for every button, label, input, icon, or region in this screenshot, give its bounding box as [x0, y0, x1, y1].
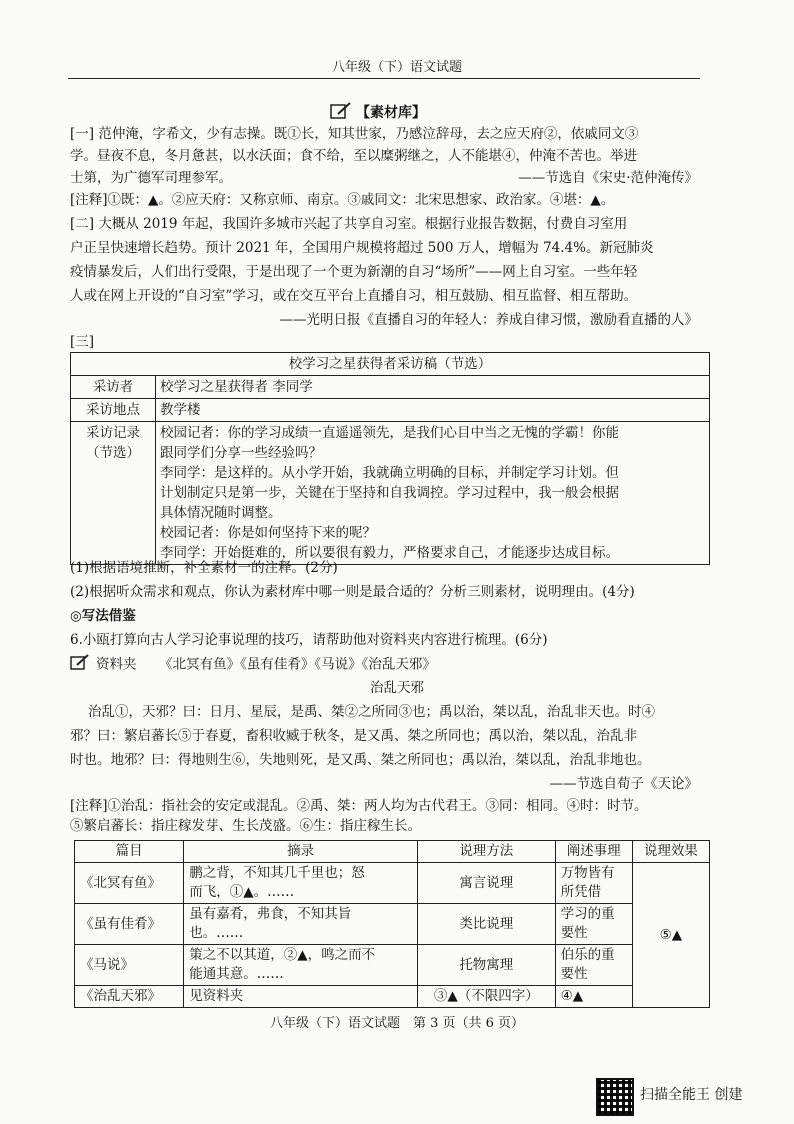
table-row [71, 399, 710, 422]
page-header-title: 八年级（下）语文试题 [331, 60, 462, 75]
material-2-line: 人或在网上开设的“自习室”学习，或在交互平台上直播自习，相互鼓励、相互监督、相互帮助。 [70, 288, 638, 304]
scanner-watermark: 扫描全能王 创建 [640, 1087, 743, 1103]
cell-title: 《治乱天邪》 [75, 986, 184, 1008]
question-2: (2)根据听众需求和观点，你认为素材库中哪一则是最合适的？分析三则素材，说明理由。(4分) [70, 584, 635, 600]
record-line: 校园记者：你的学习成绩一直遥遥领先，是我们心目中当之无愧的学霸！你能 [160, 425, 619, 441]
material-1-line: 学。昼夜不息，冬月惫甚，以水沃面；食不给，至以糜粥继之，人不能堪④，仲淹不苦也。举进 [70, 148, 637, 164]
column-header: 篇目 [75, 841, 184, 863]
point-line: 伯乐的重 [560, 947, 615, 963]
interview-value: 教学楼 [156, 399, 710, 422]
excerpt-line: 鹏之背，不知其几千里也；怒 [189, 865, 365, 881]
cell-point [555, 986, 632, 1008]
cell-method: 寓言说理 [418, 863, 556, 904]
folder-pen-icon [70, 654, 90, 676]
cell-excerpt [184, 904, 418, 945]
passage-note: [注释]①治乱：指社会的安定或混乱。②禹、桀：两人均为古代君王。③同：相同。④时：时节。 [70, 798, 648, 814]
cell-excerpt [184, 863, 418, 904]
interview-label: 采访地点 [71, 399, 156, 422]
material-library-heading [330, 102, 426, 124]
table-row [71, 376, 710, 399]
excerpt-line: 能通其意。…… [189, 966, 284, 982]
record-line: 李同学：开始挺难的，所以要很有毅力，严格要求自己，才能逐步达成目标。 [160, 545, 619, 561]
cell-title: 《北冥有鱼》 [75, 863, 184, 904]
cell-point [555, 945, 632, 986]
record-line: 校园记者：你是如何坚持下来的呢？ [160, 525, 376, 541]
question-1: (1)根据语境推断，补全素材一的注释。(2分) [70, 560, 338, 576]
page-footer: 八年级（下）语文试题 第 3 页（共 6 页） [269, 1016, 525, 1031]
header-divider [68, 78, 700, 79]
question-6: 6.小瓯打算向古人学习论事说理的技巧，请帮助他对资料夹内容进行梳理。(6分) [70, 632, 548, 648]
point-line: ④▲ [560, 988, 584, 1004]
passage-title: 治乱天邪 [370, 680, 424, 696]
table-row [71, 422, 710, 565]
table-header-row [75, 841, 710, 863]
material-2-line: 疫情暴发后，人们出行受限，于是出现了一个更为新潮的自习“场所”——网上自习室。一些年轻 [70, 264, 638, 280]
column-header: 摘录 [184, 841, 418, 863]
interview-record-label [71, 422, 156, 565]
point-line: 要性 [560, 966, 588, 982]
table-row [75, 863, 710, 904]
table-row [75, 904, 710, 945]
point-line: 学习的重 [560, 906, 615, 922]
material-2-source: ——光明日报《直播自习的年轻人：养成自律习惯，激励看直播的人》 [279, 312, 698, 328]
passage-source: ——节选自荀子《天论》 [549, 776, 698, 792]
interview-value: 校学习之星获得者 李同学 [156, 376, 710, 399]
material-1-line: 士第，为广德军司理参军。 [70, 170, 232, 186]
cell-method: 托物寓理 [418, 945, 556, 986]
reasoning-table [74, 840, 710, 1008]
excerpt-line: 见资料夹 [189, 988, 244, 1004]
excerpt-line: 也。…… [189, 925, 244, 941]
cell-method: 类比说理 [418, 904, 556, 945]
record-line: 具体情况随时调整。 [160, 505, 282, 521]
column-header: 说理方法 [418, 841, 556, 863]
cell-method: ③▲（不限四字） [418, 986, 556, 1008]
record-line: 计划制定只是第一步，关键在于坚持和自我调控。学习过程中，我一般会根据 [160, 485, 619, 501]
excerpt-line: 策之不以其道，②▲，鸣之而不 [189, 947, 376, 963]
material-1-line: [一] 范仲淹，字希文，少有志操。既①长，知其世家，乃感泣辞母，去之应天府②，依戚同文③ [70, 126, 639, 142]
qr-code-icon [596, 1078, 634, 1116]
folder-header [70, 654, 436, 676]
interview-caption: 校学习之星获得者采访稿（节选） [71, 353, 710, 376]
passage-line: 时也。地邪？曰：得地则生⑥，失地则死，是又禹、桀之所同也；禹以治，桀以乱，治乱非地也。 [70, 752, 651, 768]
point-line: 要性 [560, 925, 588, 941]
cell-excerpt [184, 945, 418, 986]
record-line: 跟同学们分享一些经验吗？ [160, 445, 322, 461]
interview-table [70, 352, 710, 565]
interview-record [156, 422, 710, 565]
material-library-title: 【素材库】 [356, 105, 426, 121]
cell-title: 《马说》 [75, 945, 184, 986]
excerpt-line: 虽有嘉肴，弗食，不知其旨 [189, 906, 352, 922]
material-2-line: [二] 大概从 2019 年起，我国许多城市兴起了共享自习室。根据行业报告数据，付费自习室用 [70, 216, 628, 232]
folder-label: 资料夹 [96, 656, 137, 673]
excerpt-line: 而飞，①▲。…… [189, 884, 295, 900]
cell-excerpt [184, 986, 418, 1008]
interview-label: 采访者 [71, 376, 156, 399]
cell-point [555, 863, 632, 904]
cell-title: 《虽有佳肴》 [75, 904, 184, 945]
column-header: 阐述事理 [555, 841, 632, 863]
material-1-source: ——节选自《宋史·范仲淹传》 [518, 170, 698, 186]
table-row [75, 986, 710, 1008]
passage-note: ⑤繁启蕃长：指庄稼发芽、生长茂盛。⑥生：指庄稼生长。 [70, 818, 421, 834]
column-header: 说理效果 [632, 841, 709, 863]
record-label-line: （节选） [86, 445, 140, 461]
cell-effect: ⑤▲ [632, 863, 709, 1008]
record-label-line: 采访记录 [86, 425, 140, 441]
folder-books: 《北冥有鱼》《虽有佳肴》《马说》《治乱天邪》 [159, 656, 436, 673]
point-line: 所凭借 [560, 884, 602, 900]
cell-point [555, 904, 632, 945]
table-row [75, 945, 710, 986]
material-2-line: 户正呈快速增长趋势。预计 2021 年，全国用户规模将超过 500 万人，增幅为 74.4%。新冠肺炎 [70, 240, 654, 256]
record-line: 李同学：是这样的。从小学开始，我就确立明确的目标，并制定学习计划。但 [160, 465, 619, 481]
pen-note-icon [330, 102, 352, 124]
material-1-note: [注释]①既：▲。②应天府：又称京师、南京。③戚同文：北宋思想家、政治家。④堪：▲。 [70, 192, 615, 208]
passage-line: 邪？曰：繁启蕃长⑤于春夏，畜积收臧于秋冬，是又禹、桀之所同也；禹以治，桀以乱，治乱非 [70, 728, 637, 744]
point-line: 万物皆有 [560, 865, 615, 881]
material-3-label: [三] [70, 334, 95, 350]
section-heading: ◎写法借鉴 [70, 608, 136, 624]
passage-line: 治乱①，天邪？曰：日月、星辰，是禹、桀②之所同③也；禹以治，桀以乱，治乱非天也。时④ [88, 704, 655, 720]
